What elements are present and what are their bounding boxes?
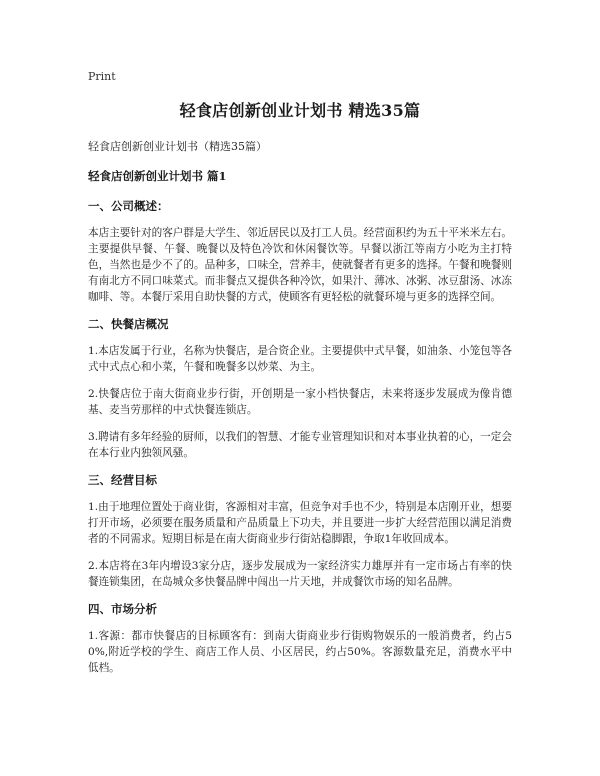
paragraph: 本店主要针对的客户群是大学生、邻近居民以及打工人员。经营面积约为五十平米米左右。主要提供早餐、午餐、晚餐以及特色冷饮和休闲餐饮等。早餐以浙江等南方小吃为主打特色，当然也是少不了的。品种多，口味全，营养丰，使就餐者有更多的选择。午餐和晚餐则有南北方不同口味菜式。而非餐点又提供各种冷饮，如果汁、薄冰、冰粥、冰豆甜汤、冰冻咖啡、等。本餐厅采用自助快餐的方式，使顾客有更轻松的就餐环境与更多的选择空间。	[88, 227, 512, 303]
paragraph: 1.本店发属于行业，名称为快餐店，是合资企业。主要提供中式早餐，如油条、小笼包等各式中式点心和小菜，午餐和晚餐多以炒菜、为主。	[88, 345, 512, 373]
paragraph: 1.由于地理位置处于商业街，客源相对丰富，但竞争对手也不少，特别是本店刚开业，想要打开市场，必须要在服务质量和产品质量上下功夫，并且要进一步扩大经营范围以满足消费者的不同需求。短期目标是在南大街商业步行街站稳脚跟，争取1年收回成本。	[88, 501, 512, 545]
section-heading-market-analysis: 四、市场分析	[88, 602, 157, 616]
page-title: 轻食店创新创业计划书 精选35篇	[179, 101, 421, 120]
paragraph: 2.快餐店位于南大街商业步行街，开创期是一家小档快餐店，未来将逐步发展成为像肯德基、麦当劳那样的中式快餐连锁店。	[88, 388, 512, 416]
section-heading-company-overview: 一、公司概述：	[88, 199, 169, 213]
paragraph: 3.聘请有多年经验的厨师，以我们的智慧、才能专业管理知识和对本事业执着的心，一定会在本行业内独领风骚。	[88, 431, 512, 459]
print-link[interactable]: Print	[88, 70, 116, 83]
document-page	[88, 70, 512, 687]
section-heading-store-overview: 二、快餐店概况	[88, 317, 169, 331]
document-subtitle: 轻食店创新创业计划书（精选35篇）	[88, 140, 267, 153]
article-heading: 轻食店创新创业计划书 篇1	[88, 169, 227, 183]
paragraph: 2.本店将在3年内增设3家分店，逐步发展成为一家经济实力雄厚并有一定市场占有率的快餐连锁集团，在岛城众多快餐品牌中闯出一片天地，并成餐饮市场的知名品牌。	[88, 560, 512, 588]
section-heading-business-goals: 三、经营目标	[88, 473, 157, 487]
paragraph: 1.客源：都市快餐店的目标顾客有：到南大街商业步行街购物娱乐的一般消费者，约占50%,附近学校的学生、商店工作人员、小区居民，约占50%。客源数量充足，消费水平中低档。	[88, 630, 512, 674]
